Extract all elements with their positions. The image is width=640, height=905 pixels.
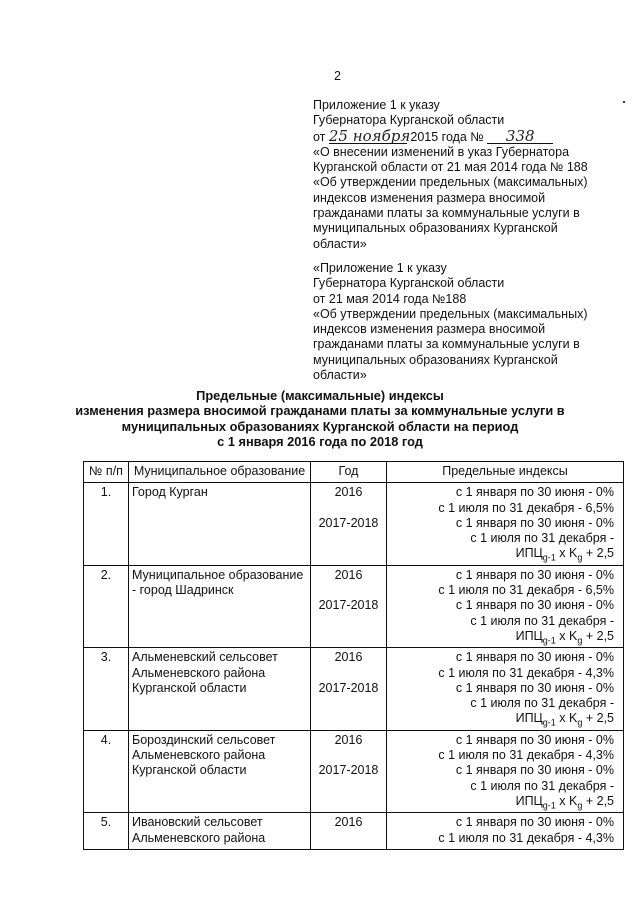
annex-line: «Об утверждении предельных (максимальных) — [313, 175, 588, 190]
index-line: с 1 июля по 31 декабря - 4,3% — [438, 665, 614, 680]
index-line: с 1 января по 30 июня - 0% — [455, 815, 614, 830]
annex-line: гражданами платы за коммунальные услуги в — [313, 206, 580, 221]
row-municipality: Город Курган — [129, 483, 311, 565]
year-2016: 2016 — [334, 650, 363, 665]
index-line: с 1 июля по 31 декабря - 6,5% — [438, 583, 614, 598]
annex-line: «Приложение 1 к указу — [313, 261, 447, 275]
year-2016: 2016 — [334, 485, 363, 500]
date-prefix: от — [313, 129, 326, 144]
row-municipality: Альменевский сельсовет Альменевского района Курганской области — [129, 648, 311, 730]
year-2016: 2016 — [334, 732, 363, 747]
year-2016: 2016 — [334, 815, 363, 830]
handwritten-number: 338 — [487, 129, 553, 144]
table-header-row — [84, 462, 624, 483]
row-num: 4. — [84, 730, 129, 812]
index-line: с 1 января по 30 июня - 0% — [455, 485, 614, 500]
index-line: с 1 января по 30 июня - 0% — [455, 763, 614, 778]
row-years — [311, 483, 387, 565]
row-municipality: Муниципальное образование - город Шадринск — [129, 565, 311, 647]
index-line: с 1 июля по 31 декабря - — [470, 696, 614, 711]
annex-line: индексов изменения размера вносимой — [313, 322, 546, 337]
header-municipality: Муниципальное образование — [129, 462, 311, 483]
index-formula: $ИПЦ_{g-1}$ х $K_g + 2,5$ — [515, 793, 614, 811]
index-line: с 1 января по 30 июня - 0% — [455, 680, 614, 695]
index-line: с 1 июля по 31 декабря - 6,5% — [438, 500, 614, 515]
row-indices — [387, 648, 624, 730]
year-2017-2018: 2017-2018 — [318, 515, 379, 530]
header-year: Год — [311, 462, 387, 483]
index-line: с 1 января по 30 июня - 0% — [455, 598, 614, 613]
row-num: 3. — [84, 648, 129, 730]
annex-line: Приложение 1 к указу — [313, 98, 440, 112]
annex-line: муниципальных образованиях Курганской — [313, 221, 558, 236]
year-2017-2018: 2017-2018 — [318, 680, 379, 695]
page-number: 2 — [334, 69, 341, 83]
index-line: с 1 июля по 31 декабря - — [470, 613, 614, 628]
annex-header-amendment — [313, 98, 635, 252]
annex-line: муниципальных образованиях Курганской — [313, 352, 558, 367]
title-line: муниципальных образованиях Курганской области на период — [121, 418, 519, 434]
annex-date-line — [313, 126, 635, 145]
year-2016: 2016 — [334, 567, 363, 582]
index-line: с 1 июля по 31 декабря - 4,3% — [438, 830, 614, 845]
index-formula: $ИПЦ_{g-1}$ х $K_g + 2,5$ — [515, 628, 614, 646]
header-num: № п/п — [84, 462, 129, 483]
annex-line: Курганской области от 21 мая 2014 года № 188 — [313, 160, 588, 175]
year-2017-2018: 2017-2018 — [318, 763, 379, 778]
table-row — [84, 565, 624, 647]
row-municipality: Ивановский сельсовет Альменевского района — [129, 813, 311, 850]
index-line: с 1 января по 30 июня - 0% — [455, 732, 614, 747]
table-row — [84, 730, 624, 812]
row-num: 1. — [84, 483, 129, 565]
index-line: с 1 января по 30 июня - 0% — [455, 567, 614, 582]
annex-line: гражданами платы за коммунальные услуги в — [313, 337, 580, 352]
year-2017-2018: 2017-2018 — [318, 598, 379, 613]
index-line: с 1 января по 30 июня - 0% — [455, 515, 614, 530]
index-line: с 1 июля по 31 декабря - — [470, 531, 614, 546]
annex-line: «Об утверждении предельных (максимальных) — [313, 306, 588, 321]
annex-line: области» — [313, 236, 367, 251]
index-line: с 1 июля по 31 декабря - 4,3% — [438, 748, 614, 763]
index-line: с 1 января по 30 июня - 0% — [455, 650, 614, 665]
annex-line: «О внесении изменений в указ Губернатора — [313, 144, 570, 159]
header-indices: Предельные индексы — [387, 462, 624, 483]
handwritten-date: 25 ноября — [328, 126, 411, 145]
row-indices — [387, 565, 624, 647]
indices-table — [83, 461, 624, 850]
annex-line: индексов изменения размера вносимой — [313, 190, 546, 205]
row-years — [311, 565, 387, 647]
document-title — [0, 388, 640, 449]
row-num: 2. — [84, 565, 129, 647]
row-years — [311, 730, 387, 812]
index-line: с 1 июля по 31 декабря - — [470, 778, 614, 793]
row-indices — [387, 730, 624, 812]
index-formula: $ИПЦ_{g-1}$ х $K_g + 2,5$ — [515, 711, 614, 728]
annex-header-original — [313, 261, 635, 383]
title-line: Предельные (максимальные) индексы — [196, 388, 444, 403]
table-row — [84, 648, 624, 730]
title-line: с 1 января 2016 года по 2018 год — [217, 433, 423, 449]
annex-line: Губернатора Курганской области — [313, 276, 505, 291]
row-num: 5. — [84, 813, 129, 850]
title-line: изменения размера вносимой гражданами платы за коммунальные услуги в — [75, 403, 565, 419]
row-municipality: Бороздинский сельсовет Альменевского района Курганской области — [129, 730, 311, 812]
row-indices — [387, 483, 624, 565]
date-suffix: 2015 года № — [410, 129, 484, 144]
table-row — [84, 483, 624, 565]
row-years — [311, 648, 387, 730]
table-row — [84, 813, 624, 850]
annex-line: от 21 мая 2014 года №188 — [313, 291, 467, 306]
row-indices — [387, 813, 624, 850]
annex-line: области» — [313, 368, 367, 383]
annex-line: Губернатора Курганской области — [313, 113, 505, 128]
index-formula: $ИПЦ_{g-1}$ х $K_g + 2,5$ — [515, 546, 614, 563]
row-years — [311, 813, 387, 850]
